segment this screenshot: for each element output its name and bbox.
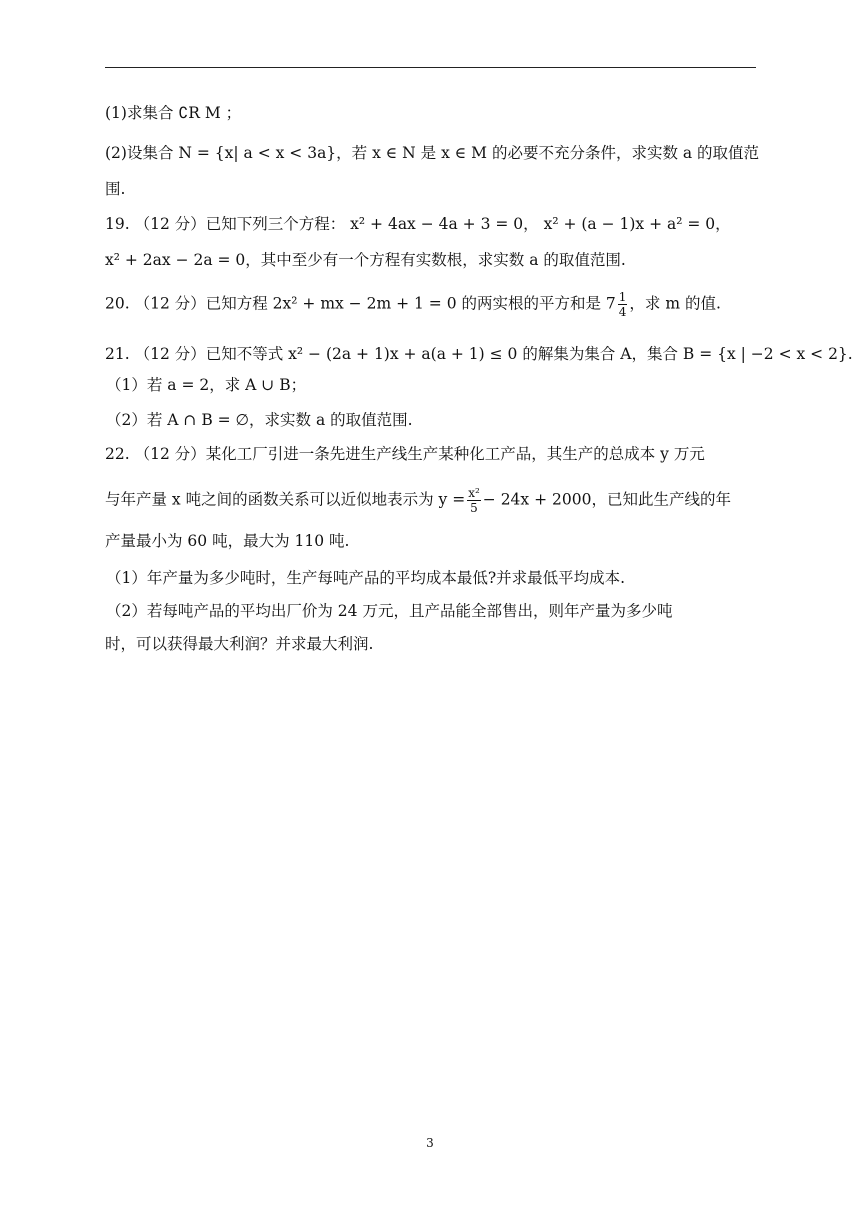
q22-part1: （1）年产量为多少吨时，生产每吨产品的平均成本最低?并求最低平均成本.: [106, 569, 626, 587]
q22-fraction-denominator: 5: [470, 501, 478, 515]
q20-fraction-numerator: 1: [618, 290, 627, 304]
q20-line: [105, 290, 721, 319]
q20-text-post: ，求 m 的值.: [629, 294, 721, 313]
q22-fraction-numerator: x²: [468, 486, 480, 500]
q18-part1: (1)求集合 ∁R M ；: [105, 104, 242, 122]
page-number: 3: [426, 1136, 434, 1150]
q22-fraction: [467, 486, 481, 515]
q22-line1: 22. （12 分）某化工厂引进一条先进生产线生产某种化工产品，其生产的总成本 y 万元: [105, 445, 705, 463]
q18-part2-line2: 围.: [105, 180, 126, 198]
q21-part1: （1）若 a = 2，求 A ∪ B；: [106, 376, 307, 394]
q21-part2: （2）若 A ∩ B = ∅，求实数 a 的取值范围.: [106, 411, 413, 429]
q21-line1: 21. （12 分）已知不等式 x² − (2a + 1)x + a(a + 1) ≤ 0 的解集为集合 A，集合 B = {x | −2 < x < 2}.: [105, 345, 853, 363]
header-rule: [105, 67, 756, 68]
q22-line3: 产量最小为 60 吨，最大为 110 吨.: [105, 532, 350, 550]
q22-part2-line2: 时，可以获得最大利润？并求最大利润.: [105, 635, 374, 653]
q22-line2: [105, 486, 731, 515]
q18-part2-line1: (2)设集合 N = {x| a < x < 3a}，若 x ∈ N 是 x ∈ M 的必要不充分条件，求实数 a 的取值范: [105, 144, 760, 162]
q22-text-post: − 24x + 2000，已知此生产线的年: [482, 490, 731, 509]
q20-fraction-denominator: 4: [618, 305, 627, 319]
q22-text-pre: 与年产量 x 吨之间的函数关系可以近似地表示为 y =: [105, 490, 466, 509]
q22-part2-line1: （2）若每吨产品的平均出厂价为 24 万元，且产品能全部售出，则年产量为多少吨: [106, 602, 673, 620]
q20-fraction: [618, 290, 628, 319]
q19-line2: x² + 2ax − 2a = 0，其中至少有一个方程有实数根，求实数 a 的取值范围.: [105, 251, 626, 269]
q20-text-pre: 20. （12 分）已知方程 2x² + mx − 2m + 1 = 0 的两实根的平方和是 7: [105, 294, 616, 313]
q19-line1: 19. （12 分）已知下列三个方程： x² + 4ax − 4a + 3 = 0， x² + (a − 1)x + a² = 0，: [105, 215, 731, 233]
